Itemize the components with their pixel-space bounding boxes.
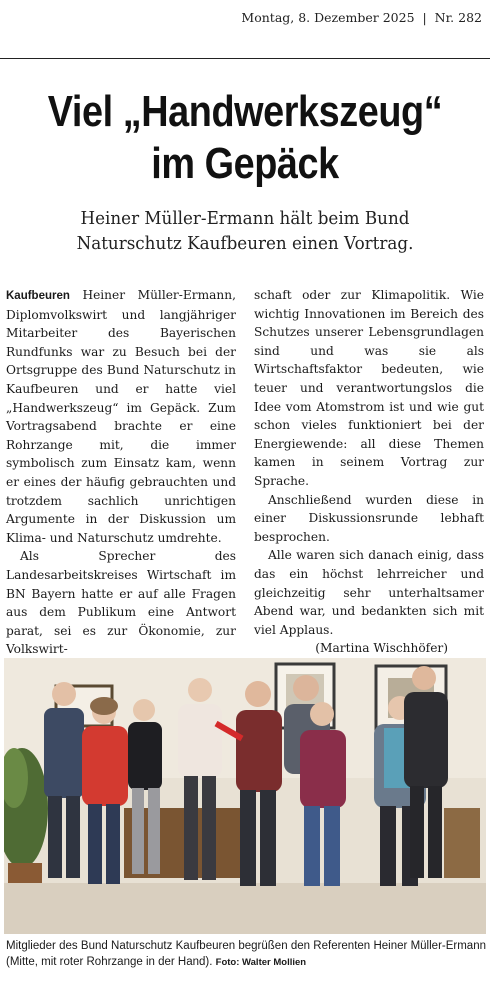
photo-credit: Foto: Walter Mollien xyxy=(215,957,307,968)
article-paragraph-2: Als Sprecher des Landesarbeitskreises Wirtschaft im BN Bayern hatte er auf alle Fragen aus dem Publikum eine Antwort parat, sei es zur Ökonomie, zur Volkswirt- xyxy=(6,549,236,657)
photo-caption xyxy=(6,938,486,971)
article-author: (Martina Wischhöfer) xyxy=(315,641,448,656)
article-paragraph-1 xyxy=(6,286,236,547)
caption-text: Mitglieder des Bund Naturschutz Kaufbeuren begrüßen den Referenten Heiner Müller-Ermann (Mitte, mit roter Rohrzange in der Hand). xyxy=(6,940,486,968)
headline xyxy=(34,86,455,190)
header-rule xyxy=(0,58,490,59)
article-paragraph-5: Alle waren sich danach einig, dass das ein höchst lehrreicher und gleichzeitig sehr unterhaltsamer Abend war, und bedankten sich mit viel Applaus. xyxy=(254,548,484,637)
subhead-line-2: Naturschutz Kaufbeuren einen Vortrag. xyxy=(76,233,414,254)
article-column-left xyxy=(6,286,236,659)
article-paragraph-4: Anschließend wurden diese in einer Diskussionsrunde lebhaft besprochen. xyxy=(254,492,484,544)
headline-line-2: im Gepäck xyxy=(151,139,339,188)
article-paragraph-3: schaft oder zur Klimapolitik. Wie wichtig Innovationen im Bereich des Schutzes unserer Lebensgrundlagen sind und was sie als Wirtschaftsfaktor bedeuten, wie teuer und verantwortungslos die Idee vom Atomstrom ist und wie gut schon vieles funktioniert bei der Energiewende: all diese Themen kamen in seinem Vortrag zur Sprache. xyxy=(254,288,484,488)
headline-line-1: Viel „Handwerkszeug“ xyxy=(47,87,443,136)
article-column-right xyxy=(254,286,484,658)
dateline: Montag, 8. Dezember 2025 | Nr. 282 xyxy=(241,10,482,25)
article-place: Kaufbeuren xyxy=(6,290,70,302)
group-photo xyxy=(4,658,486,934)
subhead-line-1: Heiner Müller-Ermann hält beim Bund xyxy=(80,208,410,229)
subhead xyxy=(17,206,473,256)
article-paragraph-1-text: Heiner Müller-Ermann, Diplomvolkswirt und langjähriger Mitarbeiter des Bayerischen Rundfunks war zu Besuch bei der Ortsgruppe des Bund Naturschutz in Kaufbeuren und er hatte viel „Handwerkszeug“ im Gepäck. Zum Vortragsabend brachte er eine Rohrzange mit, die immer symbolisch zum Einsatz kam, wenn er eines der häufig gebrauchten und trotzdem sachlich unrichtigen Argumente in der Diskussion um Klima- und Naturschutz umdrehte. xyxy=(6,288,236,545)
